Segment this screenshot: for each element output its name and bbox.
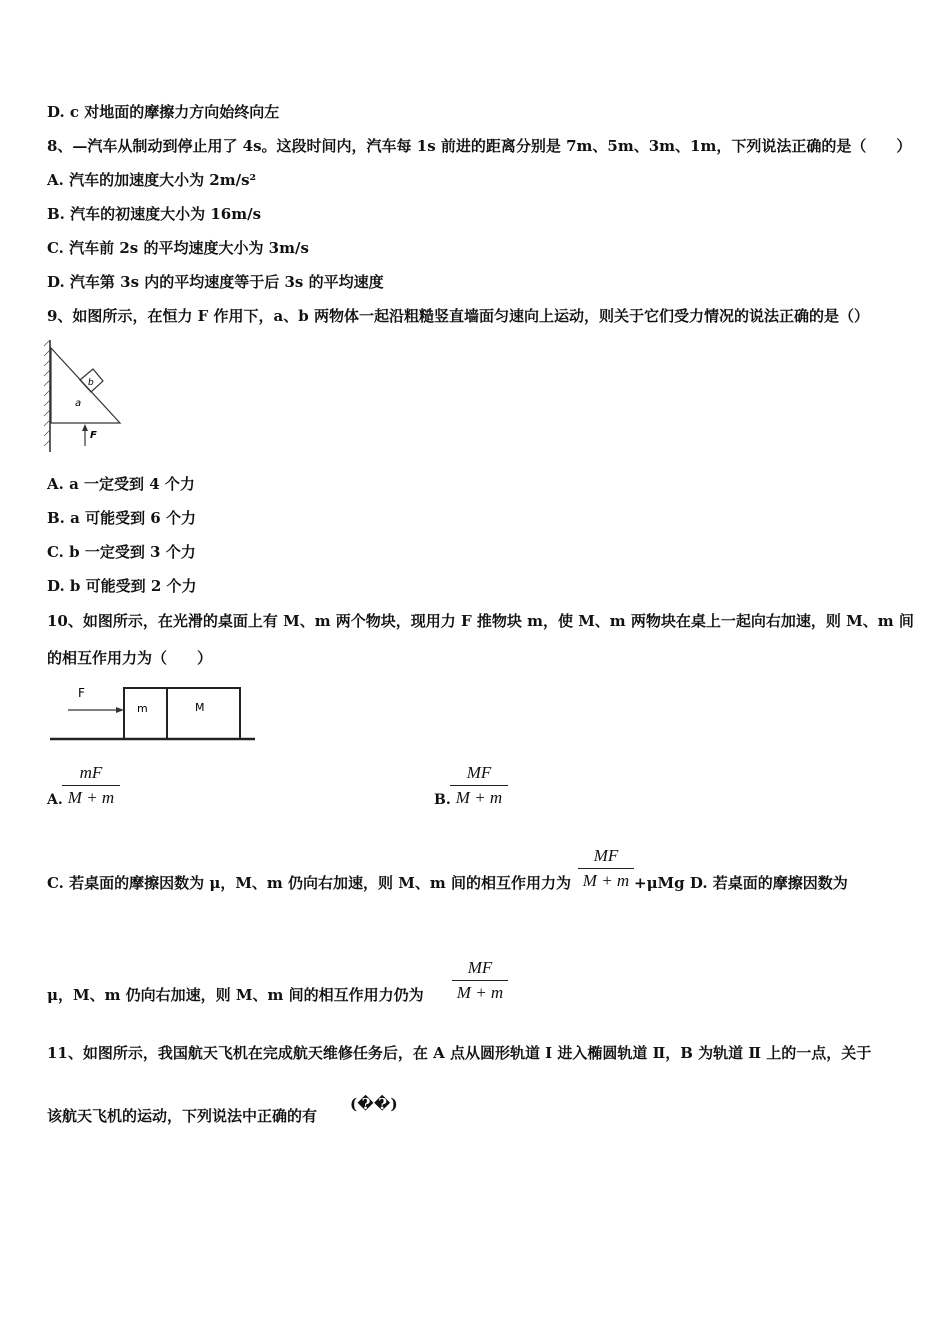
question-10-line-2: 的相互作用力为（ ）	[47, 649, 213, 667]
question-11-blank: (��)	[350, 1095, 398, 1113]
figure-10	[48, 680, 258, 745]
option-c-fraction	[578, 846, 634, 891]
question-10-line-1: 10、如图所示，在光滑的桌面上有 M、m 两个物块，现用力 F 推物块 m，使 M、m 两物块在桌上一起向右加速，则 M、m 间	[47, 612, 914, 630]
question-11-line-2: 该航天飞机的运动，下列说法中正确的有	[47, 1107, 318, 1125]
option-d-numerator: MF	[467, 958, 493, 977]
q7-option-d: D. c 对地面的摩擦力方向始终向左	[47, 103, 280, 121]
option-c-numerator: MF	[593, 846, 619, 865]
question-8: 8、—汽车从制动到停止用了 4s。这段时间内，汽车每 1s 前进的距离分别是 7m、5m、3m、1m，下列说法正确的是（ ）	[47, 137, 912, 155]
option-a-fraction	[62, 763, 120, 808]
label-b: b	[88, 378, 94, 388]
q9-option-c: C. b 一定受到 3 个力	[47, 543, 196, 561]
option-a-numerator: mF	[79, 763, 103, 782]
label-f: F	[78, 686, 85, 700]
option-d-text: μ，M、m 仍向右加速，则 M、m 间的相互作用力仍为	[47, 986, 424, 1004]
option-b-label: B.	[434, 792, 451, 808]
option-b-numerator: MF	[466, 763, 492, 782]
option-a-label: A.	[47, 792, 63, 808]
option-c-denominator: M + m	[582, 871, 630, 890]
label-f: F	[90, 430, 97, 441]
option-c-text: C. 若桌面的摩擦因数为 μ，M、m 仍向右加速，则 M、m 间的相互作用力为	[47, 874, 571, 892]
figure-9	[40, 336, 130, 456]
q9-option-d: D. b 可能受到 2 个力	[47, 577, 197, 595]
option-b-fraction	[450, 763, 508, 808]
option-c-tail: +μMg D. 若桌面的摩擦因数为	[634, 874, 848, 892]
option-d-fraction	[452, 958, 508, 1003]
label-M: M	[195, 701, 205, 714]
label-m: m	[137, 702, 148, 715]
label-a: a	[75, 398, 82, 409]
q9-option-b: B. a 可能受到 6 个力	[47, 509, 196, 527]
q9-option-a: A. a 一定受到 4 个力	[47, 475, 195, 493]
option-b-denominator: M + m	[455, 788, 503, 807]
q8-option-a: A. 汽车的加速度大小为 2m/s²	[47, 171, 257, 189]
question-11-line-1: 11、如图所示，我国航天飞机在完成航天维修任务后，在 A 点从圆形轨道 Ⅰ 进入椭圆轨道 Ⅱ，B 为轨道 Ⅱ 上的一点，关于	[47, 1044, 872, 1062]
question-9: 9、如图所示，在恒力 F 作用下，a、b 两物体一起沿粗糙竖直墙面匀速向上运动，则关于它们受力情况的说法正确的是（）	[47, 307, 869, 325]
q8-option-d: D. 汽车第 3s 内的平均速度等于后 3s 的平均速度	[47, 273, 384, 291]
q8-option-b: B. 汽车的初速度大小为 16m/s	[47, 205, 262, 223]
option-a-denominator: M + m	[67, 788, 115, 807]
q8-option-c: C. 汽车前 2s 的平均速度大小为 3m/s	[47, 239, 309, 257]
option-d-denominator: M + m	[456, 983, 504, 1002]
